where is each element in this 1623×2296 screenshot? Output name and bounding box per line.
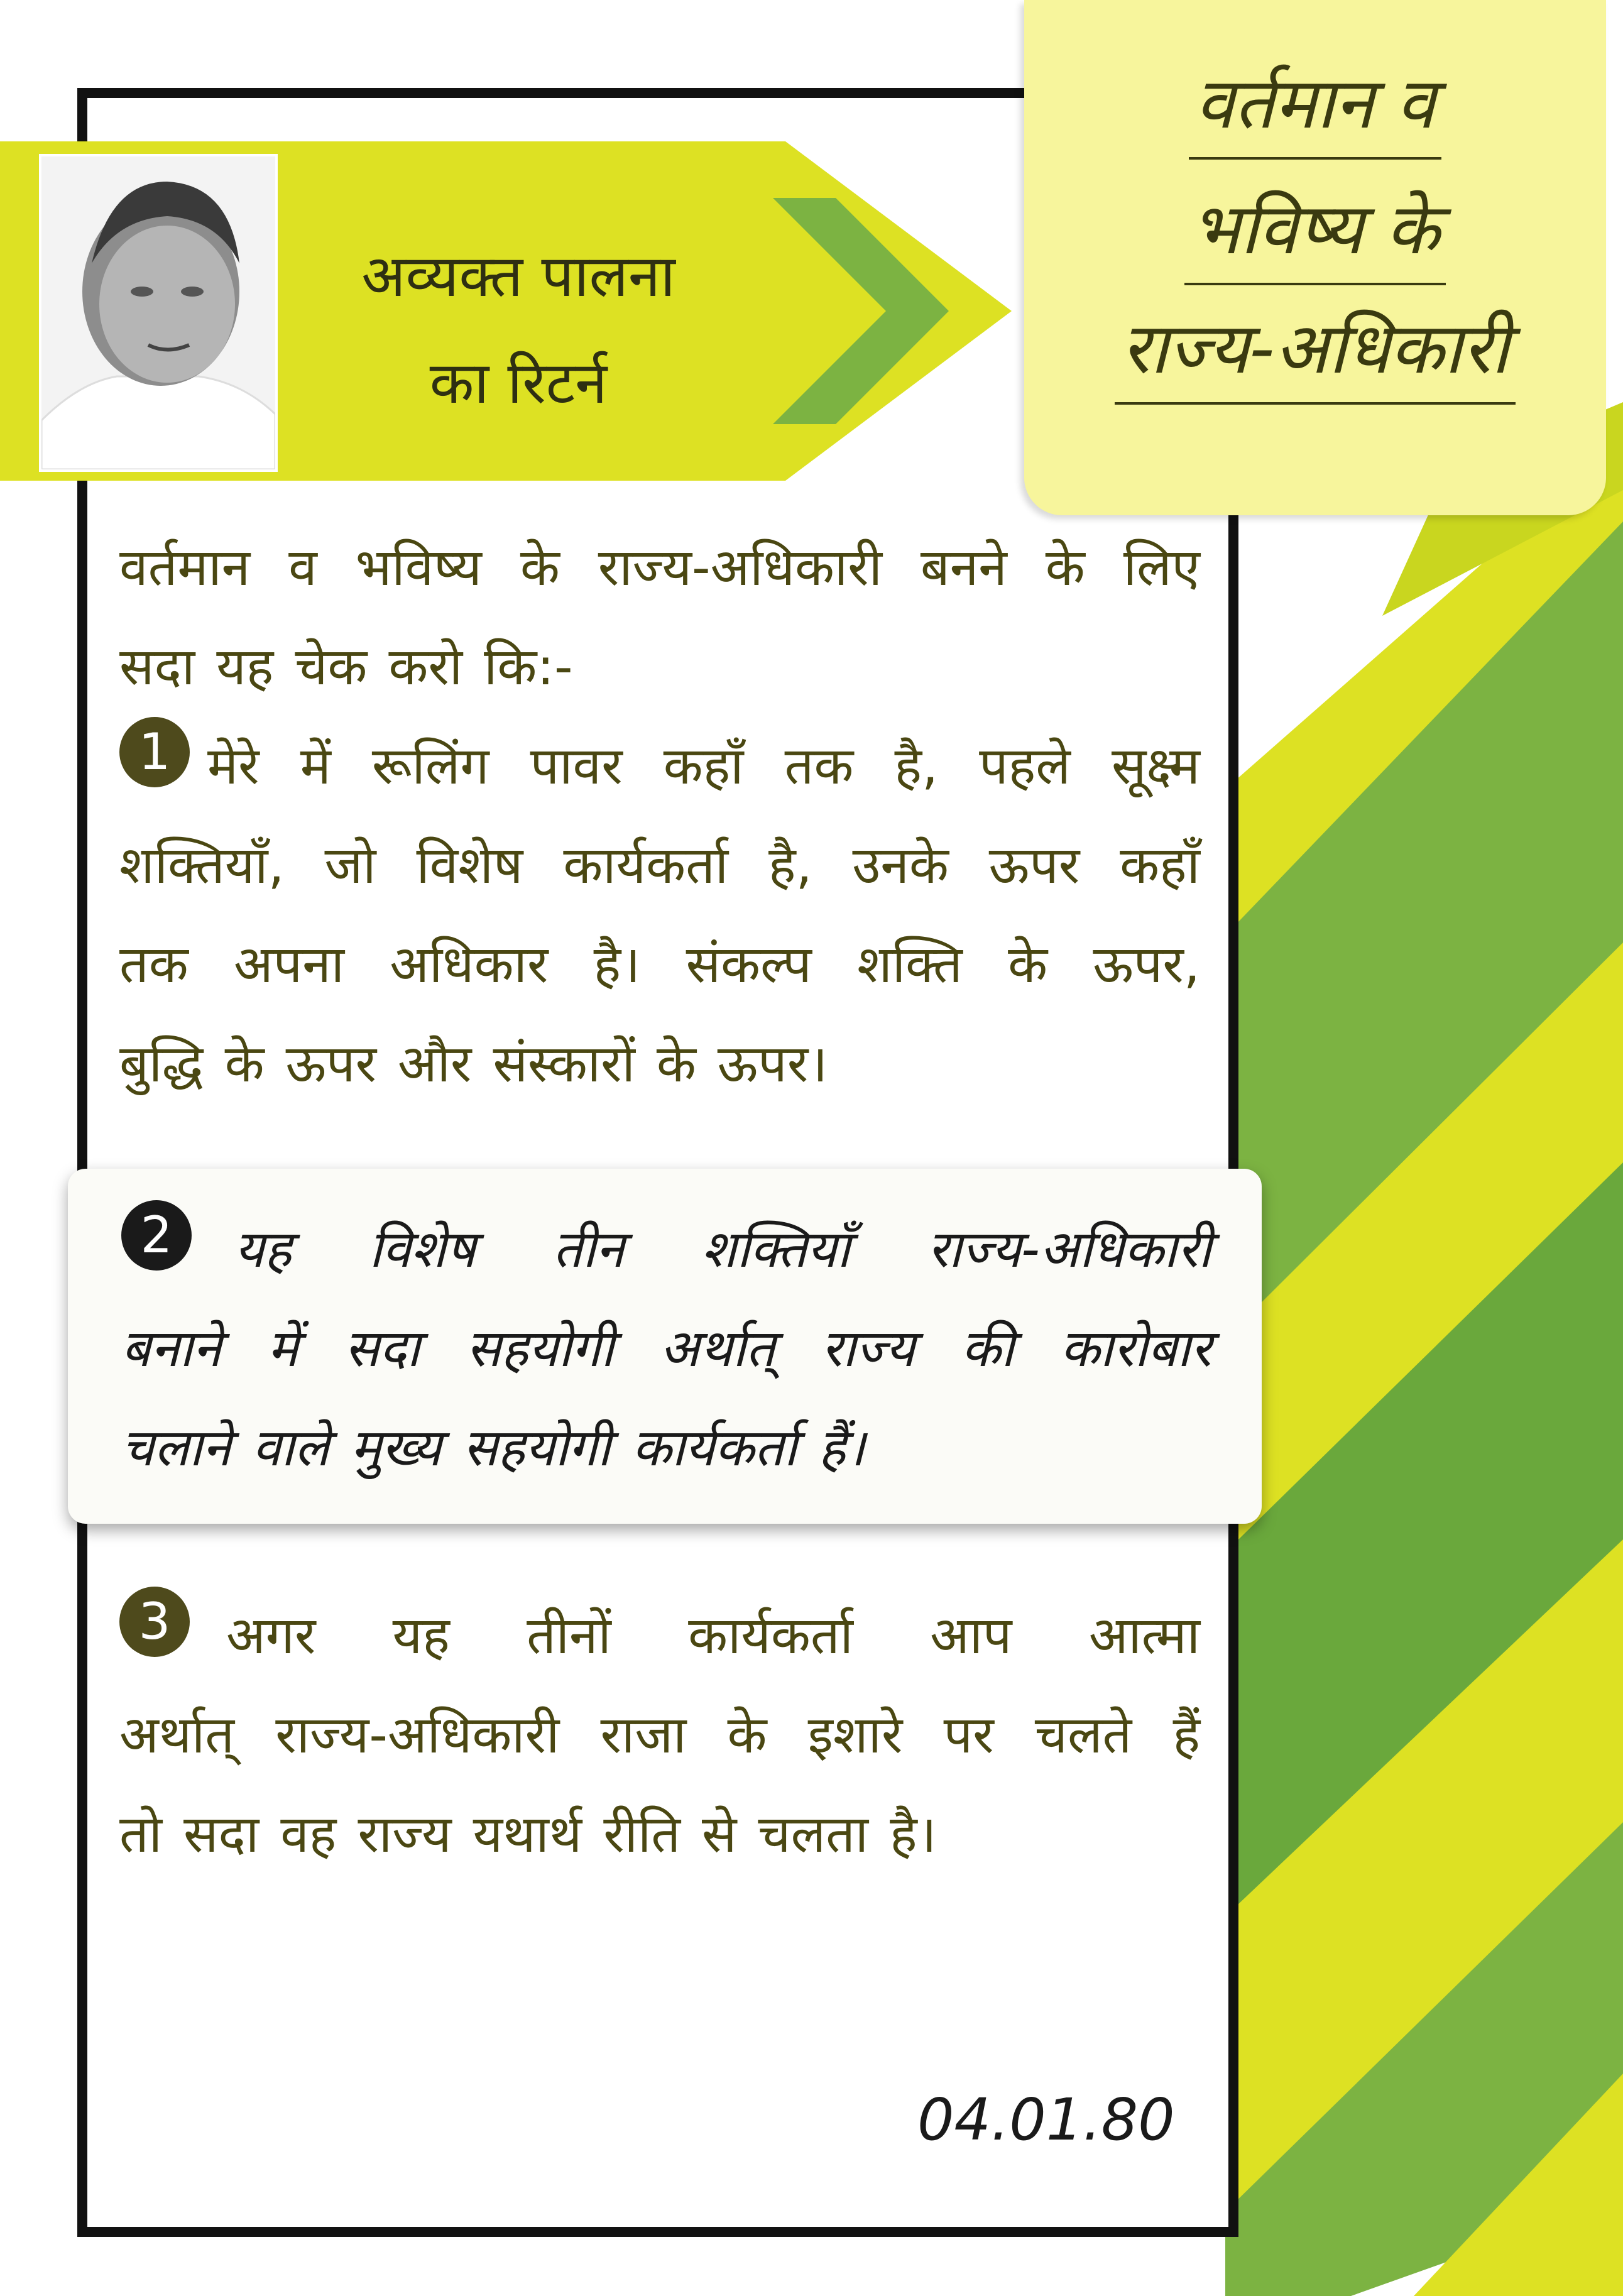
word: संकल्प bbox=[686, 935, 812, 995]
word: है, bbox=[768, 836, 812, 895]
word: उनके bbox=[852, 836, 949, 895]
word: सूक्ष्म bbox=[1111, 736, 1200, 796]
point-3-line-1 bbox=[119, 1587, 1200, 1686]
word: से bbox=[701, 1805, 737, 1864]
word: शक्तियाँ bbox=[701, 1220, 850, 1279]
word: व bbox=[288, 538, 317, 598]
point-1-number-badge: 1 bbox=[119, 717, 190, 787]
word: कार्यकर्ता bbox=[631, 1418, 797, 1478]
word: के bbox=[224, 1034, 265, 1094]
word: के bbox=[1045, 538, 1085, 598]
intro-and-point-1 bbox=[119, 518, 1200, 1114]
word: शक्तियाँ, bbox=[119, 836, 285, 895]
word: वर्तमान bbox=[119, 538, 251, 598]
word: सदा bbox=[183, 1805, 260, 1864]
word: लिए bbox=[1123, 538, 1200, 598]
word: अगर bbox=[226, 1606, 316, 1666]
word: मेरे bbox=[207, 736, 260, 796]
word: कार्यकर्ता bbox=[563, 836, 729, 895]
point-1-line-3 bbox=[119, 916, 1200, 1015]
word: के bbox=[656, 1034, 696, 1094]
word: ऊपर bbox=[988, 836, 1080, 895]
word: है। bbox=[593, 935, 641, 995]
title-line-2: भविष्य के bbox=[1024, 176, 1606, 285]
word: और bbox=[398, 1034, 472, 1094]
word: रीति bbox=[603, 1805, 680, 1864]
word: चलता bbox=[758, 1805, 869, 1864]
intro-line-1 bbox=[119, 518, 1200, 618]
word: चलते bbox=[1034, 1705, 1132, 1765]
word: ऊपर bbox=[285, 1034, 377, 1094]
word: के bbox=[727, 1705, 767, 1765]
banner-title-line-1: अव्यक्त पालना bbox=[361, 243, 675, 310]
word: तीन bbox=[552, 1220, 625, 1279]
word: कहाँ bbox=[663, 736, 744, 796]
word: यह bbox=[234, 1220, 292, 1279]
word: राज्य bbox=[821, 1319, 915, 1379]
title-line-3: राज्य-अधिकारी bbox=[1024, 295, 1606, 405]
word: पर bbox=[943, 1705, 994, 1765]
word: अर्थात् bbox=[119, 1705, 235, 1765]
title-card bbox=[1024, 0, 1606, 515]
intro-line-2 bbox=[119, 618, 1200, 717]
word: अधिकार bbox=[390, 935, 549, 995]
word: भविष्य bbox=[355, 538, 482, 598]
word: कि:- bbox=[484, 637, 573, 697]
word: में bbox=[267, 1319, 298, 1379]
date-label: 04.01.80 bbox=[917, 2086, 1175, 2153]
banner-title bbox=[286, 223, 751, 437]
word: ऊपर। bbox=[717, 1034, 828, 1094]
point-2-line-1 bbox=[121, 1200, 1211, 1299]
word: राज्य-अधिकारी bbox=[927, 1220, 1211, 1279]
point-3-line-2 bbox=[119, 1686, 1200, 1785]
word: राजा bbox=[600, 1705, 687, 1765]
point-1-line-2 bbox=[119, 816, 1200, 916]
word: यथार्थ bbox=[473, 1805, 582, 1864]
portrait-photo bbox=[39, 154, 278, 472]
word: यह bbox=[216, 637, 274, 697]
word: अपना bbox=[234, 935, 344, 995]
point-2-line-3 bbox=[121, 1399, 1211, 1498]
point-2-line-2 bbox=[121, 1299, 1211, 1399]
point-1-line-4 bbox=[119, 1015, 1200, 1114]
word: चेक bbox=[295, 637, 368, 697]
word: तो bbox=[119, 1805, 162, 1864]
word: हैं bbox=[1172, 1705, 1200, 1765]
word: बुद्धि bbox=[119, 1034, 204, 1094]
word: कार्यकर्ता bbox=[688, 1606, 853, 1666]
word: पहले bbox=[979, 736, 1071, 796]
word: आत्मा bbox=[1088, 1606, 1200, 1666]
point-3 bbox=[119, 1587, 1200, 1884]
word: वह bbox=[280, 1805, 337, 1864]
title-line-1: वर्तमान व bbox=[1024, 50, 1606, 160]
word: है, bbox=[894, 736, 939, 796]
word: विशेष bbox=[416, 836, 523, 895]
word: सहयोगी bbox=[466, 1319, 614, 1379]
word: ऊपर, bbox=[1093, 935, 1200, 995]
word: सहयोगी bbox=[462, 1418, 611, 1478]
word: राज्य-अधिकारी bbox=[275, 1705, 560, 1765]
word: वाले bbox=[252, 1418, 329, 1478]
word: इशारे bbox=[807, 1705, 903, 1765]
word: तक bbox=[784, 736, 854, 796]
header-banner bbox=[0, 141, 1018, 481]
word: हैं। bbox=[818, 1418, 865, 1478]
point-2-text bbox=[121, 1200, 1211, 1498]
word: यह bbox=[392, 1606, 450, 1666]
word: राज्य bbox=[358, 1805, 452, 1864]
word: मुख्य bbox=[350, 1418, 442, 1478]
word: के bbox=[520, 538, 560, 598]
point-3-line-3 bbox=[119, 1785, 1200, 1884]
word: राज्य-अधिकारी bbox=[598, 538, 882, 598]
word: कहाँ bbox=[1120, 836, 1200, 895]
word: सदा bbox=[119, 637, 195, 697]
word: करो bbox=[388, 637, 463, 697]
word: है। bbox=[890, 1805, 937, 1864]
word: संस्कारों bbox=[493, 1034, 635, 1094]
word: तीनों bbox=[527, 1606, 611, 1666]
word: में bbox=[300, 736, 331, 796]
point-2-callout bbox=[68, 1169, 1262, 1524]
word: कारोबार bbox=[1060, 1319, 1211, 1379]
word: विशेष bbox=[369, 1220, 476, 1279]
word: के bbox=[1008, 935, 1048, 995]
word: पावर bbox=[530, 736, 623, 796]
point-1-line-1 bbox=[119, 717, 1200, 816]
point-3-number-badge: 3 bbox=[119, 1587, 190, 1657]
word: सदा bbox=[344, 1319, 420, 1379]
word: रूलिंग bbox=[371, 736, 489, 796]
word: जो bbox=[324, 836, 376, 895]
word: तक bbox=[119, 935, 189, 995]
banner-title-line-2: का रिटर्न bbox=[429, 349, 608, 417]
word: बनने bbox=[920, 538, 1007, 598]
word: चलाने bbox=[121, 1418, 231, 1478]
point-2-number-badge: 2 bbox=[121, 1200, 192, 1271]
word: बनाने bbox=[121, 1319, 222, 1379]
word: की bbox=[961, 1319, 1014, 1379]
word: आप bbox=[930, 1606, 1012, 1666]
word: अर्थात् bbox=[660, 1319, 775, 1379]
word: शक्ति bbox=[857, 935, 963, 995]
